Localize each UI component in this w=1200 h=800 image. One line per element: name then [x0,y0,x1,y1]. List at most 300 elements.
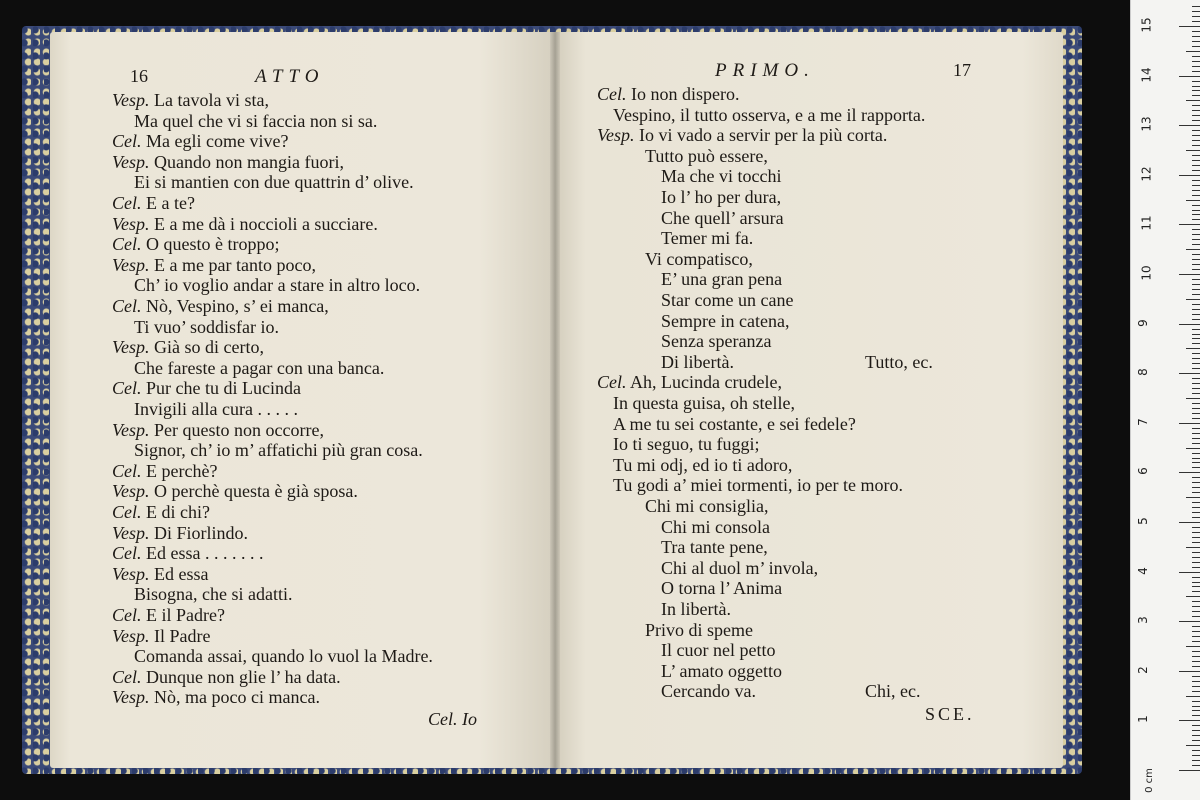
left-page-header: ATTO [255,66,325,87]
line-text: E perchè? [141,460,218,481]
line-text: Nò, Vespino, s’ ei manca, [141,296,329,316]
ruler-number: 15 [1139,17,1154,33]
text-line [597,125,887,146]
ruler-number: 11 [1139,215,1154,232]
text-line [112,564,208,585]
ruler-tick [1192,582,1200,583]
line-text: Di Fiorlindo. [149,522,249,543]
right-page-header: PRIMO. [715,60,815,81]
line-text: Di libertà. [661,351,734,372]
line-text: E a me par tanto poco, [149,254,316,275]
ruler-tick [1192,557,1200,558]
line-text: In questa guisa, oh stelle, [613,393,795,413]
ruler-tick [1192,363,1200,364]
ruler-tick [1192,681,1200,682]
ruler-tick [1192,750,1200,751]
text-line [112,296,329,317]
text-line [661,517,770,538]
line-text: Ei si mantien con due quattrin d’ olive. [134,172,414,193]
line-text: Tutto può essere, [645,145,768,166]
speaker-name: Cel. [112,193,142,213]
ruler-tick [1192,378,1200,379]
left-page-text [112,90,552,730]
text-line [661,599,731,620]
ruler-tick [1192,160,1200,161]
ruler-tick [1192,11,1200,12]
ruler-tick [1192,467,1200,468]
ruler-tick [1192,56,1200,57]
ruler-tick [1179,423,1200,424]
ruler-tick [1192,487,1200,488]
right-page [555,32,1063,768]
ruler-tick [1186,646,1200,647]
ruler-tick [1179,572,1200,573]
text-line [597,84,739,105]
ruler-tick [1192,269,1200,270]
ruler-tick [1192,403,1200,404]
ruler-tick [1192,527,1200,528]
text-line [134,275,420,296]
line-text: Star come un cane [661,290,794,310]
ruler-tick [1192,90,1200,91]
speaker-name: Vesp. [597,125,635,146]
text-line [112,90,269,111]
speaker-name: Vesp. [112,213,150,234]
ruler-tick [1192,185,1200,186]
speaker-name: Cel. [597,84,627,104]
ruler-tick [1192,234,1200,235]
ruler-tick [1179,373,1200,374]
ruler-tick [1192,31,1200,32]
text-line [613,455,792,476]
ruler-tick [1192,81,1200,82]
ruler-number: 5 [1135,517,1150,525]
text-line [661,269,782,290]
line-text: Signor, ch’ io m’ affatichi più gran cosa. [134,440,423,461]
text-line [661,558,818,579]
ruler-tick [1192,388,1200,389]
ruler-tick [1192,219,1200,220]
ruler-tick [1192,532,1200,533]
left-page [50,32,555,768]
ruler-tick [1192,542,1200,543]
line-text: Per questo non occorre, [149,419,324,440]
ruler-tick [1192,418,1200,419]
ruler-tick [1192,334,1200,335]
ruler-tick [1186,100,1200,101]
ruler-tick [1192,537,1200,538]
ruler-tick [1192,338,1200,339]
ruler-tick [1192,701,1200,702]
ruler-tick [1192,6,1200,7]
text-line [112,131,288,152]
line-text: O perchè questa è già sposa. [149,481,358,502]
ruler-number: 8 [1135,368,1150,377]
ruler-tick [1192,577,1200,578]
ruler-tick [1192,740,1200,741]
text-line [613,434,760,455]
ruler-tick [1192,735,1200,736]
ruler-tick [1192,165,1200,166]
line-text: Ma egli come vive? [141,131,289,152]
ruler-tick [1179,26,1200,27]
line-text: Chi mi consiglia, [645,496,769,516]
line-text: A me tu sei costante, e sei fedele? [613,413,856,434]
ruler-tick [1192,368,1200,369]
ruler-tick [1192,656,1200,657]
speaker-name: Cel. [112,666,142,687]
ruler-tick [1192,443,1200,444]
line-text: Che quell’ arsura [661,207,784,228]
ruler-tick [1192,517,1200,518]
ruler-tick [1192,314,1200,315]
left-page-number: 16 [130,66,148,86]
ruler-tick [1192,616,1200,617]
line-text: Ma quel che vi si faccia non si sa. [134,110,378,131]
ruler-tick [1192,706,1200,707]
text-line [112,193,195,214]
line-text: In libertà. [661,599,731,619]
text-line [661,661,782,682]
text-line [613,475,903,496]
ruler-tick [1192,329,1200,330]
ruler-tick [1179,621,1200,622]
ruler-tick [1192,661,1200,662]
ruler-tick [1192,135,1200,136]
text-line [134,584,292,605]
text-line [134,646,433,667]
line-text: Ah, Lucinda crudele, [626,372,782,393]
line-text: Il cuor nel petto [661,640,776,661]
speaker-name: Vesp. [112,337,150,358]
speaker-name: Vesp. [112,625,150,646]
ruler-tick [1192,155,1200,156]
ruler-tick [1192,725,1200,726]
ruler-tick [1192,180,1200,181]
ruler-tick [1192,433,1200,434]
left-catchword: Cel. Io [428,709,477,729]
ruler-tick [1192,651,1200,652]
ruler-number: 1 [1135,715,1150,724]
line-text: E il Padre? [141,605,225,625]
ruler-unit-label: 0 cm [1143,768,1155,793]
ruler-tick [1192,591,1200,592]
text-line [112,626,210,647]
text-line [613,414,856,435]
ruler-tick [1192,492,1200,493]
ruler-tick [1192,289,1200,290]
line-text: Comanda assai, quando lo vuol la Madre. [134,646,433,667]
ruler-tick [1192,353,1200,354]
ruler-number: 13 [1139,116,1154,132]
text-line [134,440,423,461]
line-text: O torna l’ Anima [661,578,783,599]
line-text: Il Padre [149,625,211,646]
speaker-name: Vesp. [112,522,150,543]
line-text: Ed essa [149,563,209,584]
text-line [112,234,279,255]
ruler-tick [1179,770,1200,771]
ruler-tick [1192,264,1200,265]
ruler-tick [1179,522,1200,523]
line-text: Ed essa . . . . . . . [141,543,264,564]
ruler-tick [1192,16,1200,17]
text-line [134,399,298,420]
speaker-name: Vesp. [112,563,150,584]
ruler-tick [1192,190,1200,191]
ruler-tick [1192,358,1200,359]
ruler-number: 10 [1139,265,1154,281]
measuring-ruler [1130,0,1200,800]
text-line [112,337,264,358]
line-text: Temer mi fa. [661,228,754,249]
ruler-tick [1192,284,1200,285]
text-line [112,502,210,523]
ruler-tick [1192,229,1200,230]
ruler-tick [1192,676,1200,677]
line-text: Sempre in catena, [661,310,790,331]
ruler-tick [1192,393,1200,394]
line-text: Pur che tu di Lucinda [141,378,301,399]
text-line [134,358,384,379]
ruler-number: 2 [1135,665,1150,674]
line-text: Tu mi odj, ed io ti adoro, [613,454,793,475]
ruler-tick [1192,477,1200,478]
line-text: Io l’ ho per dura, [661,187,782,207]
line-text: Vespino, il tutto osserva, e a me il rapporta. [613,104,926,125]
line-text: O questo è troppo; [141,234,280,255]
text-line [661,228,753,249]
ruler-tick [1192,760,1200,761]
ruler-tick [1192,319,1200,320]
ruler-number: 14 [1139,66,1154,83]
ruler-tick [1192,115,1200,116]
ruler-tick [1192,259,1200,260]
text-line [661,640,775,661]
ruler-tick [1192,86,1200,87]
ruler-tick [1192,428,1200,429]
ruler-tick [1192,383,1200,384]
ruler-tick [1192,195,1200,196]
line-text: Ch’ io voglio andar a stare in altro loco. [134,275,421,296]
line-text: L’ amato oggetto [661,660,782,681]
ruler-number: 7 [1135,417,1150,426]
ruler-tick [1179,125,1200,126]
ruler-tick [1192,21,1200,22]
ruler-tick [1179,324,1200,325]
ruler-tick [1179,274,1200,275]
right-page-text [597,84,1047,724]
ruler-tick [1192,61,1200,62]
line-text: Chi mi consola [661,516,770,537]
ruler-tick [1192,631,1200,632]
text-line [112,461,217,482]
ruler-tick [1192,552,1200,553]
ruler-tick [1192,715,1200,716]
text-line [112,255,316,276]
line-text: E’ una gran pena [661,269,783,290]
text-line [661,187,781,208]
line-text: Chi al duol m’ invola, [661,557,819,578]
ruler-tick [1179,472,1200,473]
text-line [661,311,789,332]
text-line [112,378,301,399]
text-line [645,146,768,167]
text-line [112,481,358,502]
ruler-tick [1192,244,1200,245]
speaker-name: Cel. [112,234,142,255]
ruler-tick [1186,51,1200,52]
ruler-tick [1192,730,1200,731]
speaker-name: Vesp. [112,254,150,275]
line-text: Dunque non glie l’ ha data. [141,666,341,687]
ruler-tick [1186,696,1200,697]
line-text: Io non dispero. [626,84,740,104]
text-line [661,681,756,702]
ruler-tick [1192,408,1200,409]
line-text: Senza speranza [661,331,772,352]
ruler-tick [1192,214,1200,215]
line-text: Privo di speme [645,619,753,640]
ruler-tick [1192,586,1200,587]
text-line [134,172,414,193]
ruler-tick [1186,497,1200,498]
ruler-tick [1179,76,1200,77]
line-text: Io ti seguo, tu fuggi; [613,434,760,455]
ruler-tick [1179,224,1200,225]
ruler-tick [1192,765,1200,766]
ruler-tick [1186,745,1200,746]
ruler-tick [1192,438,1200,439]
ruler-tick [1192,462,1200,463]
ruler-tick [1192,666,1200,667]
ruler-number: 9 [1135,318,1150,327]
ruler-tick [1192,46,1200,47]
speaker-name: Cel. [597,372,627,393]
ruler-tick [1192,512,1200,513]
line-text: Ma che vi tocchi [661,166,782,187]
ruler-tick [1192,309,1200,310]
ruler-tick [1179,720,1200,721]
text-line [134,111,377,132]
line-text: Quando non mangia fuori, [149,151,344,172]
speaker-name: Vesp. [112,481,150,502]
text-line [645,249,753,270]
ruler-tick [1192,710,1200,711]
text-line [661,331,771,352]
speaker-name: Cel. [112,460,142,481]
text-line [661,290,793,311]
ruler-tick [1192,210,1200,211]
ruler-tick [1179,175,1200,176]
line-text: Che fareste a pagar con una banca. [134,357,385,378]
refrain-cue: Tutto, ec. [865,351,933,372]
ruler-tick [1192,502,1200,503]
right-page-number: 17 [953,60,971,80]
ruler-tick [1192,145,1200,146]
line-text: Tra tante pene, [661,537,768,558]
ruler-tick [1192,205,1200,206]
text-line [112,214,378,235]
text-line [112,523,248,544]
refrain-cue: Chi, ec. [865,681,921,702]
text-line [112,420,324,441]
line-text: La tavola vi sta, [149,90,269,110]
ruler-tick [1192,691,1200,692]
ruler-tick [1192,606,1200,607]
ruler-tick [1192,567,1200,568]
line-text: Ti vuo’ soddisfar io. [134,316,280,337]
line-text: E a te? [141,193,195,213]
ruler-tick [1192,254,1200,255]
text-line [661,166,781,187]
ruler-tick [1192,105,1200,106]
speaker-name: Vesp. [112,419,150,440]
ruler-tick [1192,279,1200,280]
line-text: E a me dà i noccioli a succiare. [149,213,378,234]
ruler-tick [1192,636,1200,637]
ruler-tick [1192,66,1200,67]
speaker-name: Vesp. [112,687,150,708]
speaker-name: Cel. [112,502,142,522]
ruler-number: 3 [1135,616,1150,625]
line-text: Tu godi a’ miei tormenti, io per te moro. [613,475,903,496]
ruler-tick [1192,36,1200,37]
speaker-name: Cel. [112,605,142,625]
text-line [613,105,925,126]
ruler-tick [1192,453,1200,454]
speaker-name: Cel. [112,543,142,564]
ruler-tick [1192,482,1200,483]
ruler-tick [1192,458,1200,459]
ruler-tick [1192,343,1200,344]
ruler-tick [1186,150,1200,151]
ruler-tick [1192,686,1200,687]
text-line [661,537,768,558]
ruler-number: 4 [1135,566,1150,575]
line-text: Io vi vado a servir per la più corta. [634,125,888,146]
ruler-tick [1192,755,1200,756]
text-line [112,605,225,626]
ruler-tick [1186,200,1200,201]
line-text: Vi compatisco, [645,248,753,269]
ruler-number: 6 [1135,467,1150,476]
text-line [661,208,784,229]
ruler-tick [1192,110,1200,111]
speaker-name: Vesp. [112,151,150,172]
ruler-tick [1186,448,1200,449]
ruler-tick [1192,304,1200,305]
ruler-tick [1192,130,1200,131]
ruler-tick [1192,140,1200,141]
ruler-tick [1186,299,1200,300]
text-line [112,687,320,708]
line-text: E di chi? [141,502,210,522]
ruler-tick [1186,348,1200,349]
text-line [613,393,795,414]
ruler-tick [1192,120,1200,121]
ruler-tick [1186,596,1200,597]
text-line [134,317,279,338]
ruler-tick [1192,239,1200,240]
ruler-tick [1192,413,1200,414]
line-text: Nò, ma poco ci manca. [149,687,320,708]
speaker-name: Vesp. [112,90,150,110]
text-line [112,152,344,173]
text-line [112,667,341,688]
book-gutter [550,32,560,768]
text-line [645,620,753,641]
